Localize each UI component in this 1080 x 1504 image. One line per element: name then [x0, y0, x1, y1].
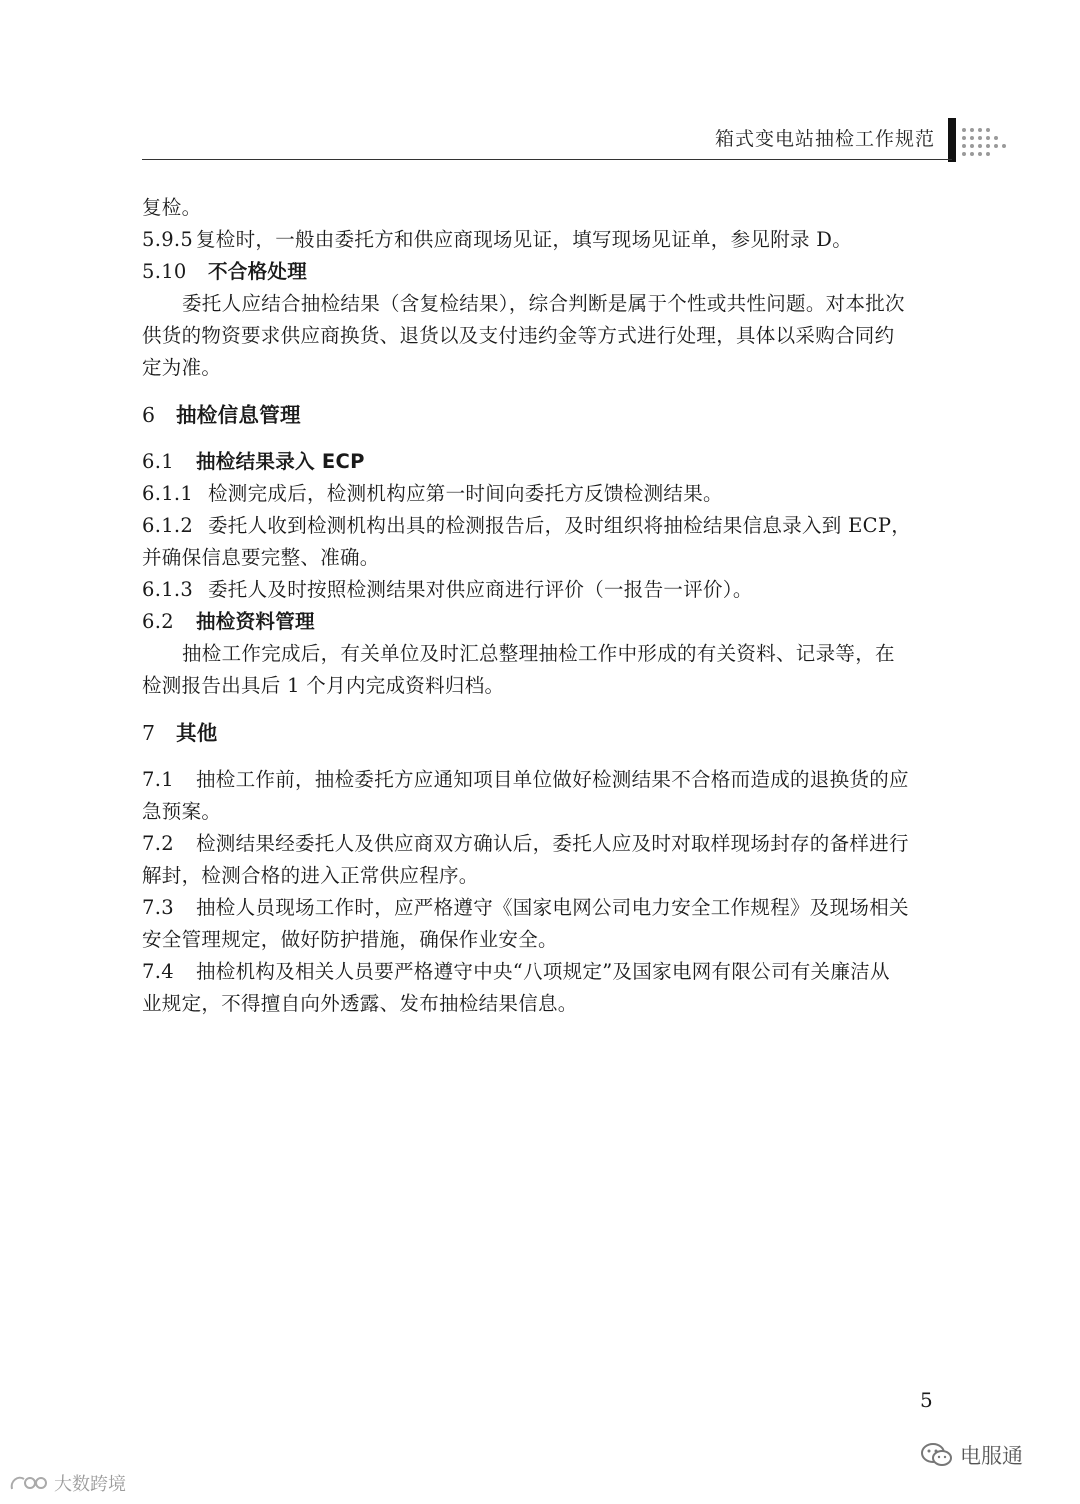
page-body [142, 192, 952, 1020]
header-dots-decoration [960, 124, 1010, 164]
clause-7-4: 7.4 抽检机构及相关人员要严格遵守中央“八项规定”及国家电网有限公司有关廉洁从 [142, 956, 952, 988]
clause-number: 6.1.2 [142, 514, 194, 537]
watermark-right-text: 电服通 [960, 1444, 1023, 1468]
paragraph-line: 急预案。 [142, 800, 222, 823]
section-6-1-heading: 6.1 抽检结果录入 ECP [142, 446, 952, 478]
section-number: 6.2 [142, 610, 174, 633]
section-number: 5.10 [142, 260, 187, 283]
paragraph-line: 并确保信息要完整、准确。 [142, 546, 380, 569]
brand-logo-icon [8, 1471, 48, 1495]
page-number: 5 [920, 1388, 933, 1412]
paragraph-line: 抽检工作完成后，有关单位及时汇总整理抽检工作中形成的有关资料、记录等，在 [182, 642, 895, 665]
section-6-2-heading: 6.2 抽检资料管理 [142, 606, 952, 638]
chapter-number: 6 [142, 403, 156, 427]
clause-number: 7.1 [142, 768, 174, 791]
clause-5-9-5: 5.9.5 复检时，一般由委托方和供应商现场见证，填写现场见证单，参见附录 D。 [142, 224, 952, 256]
clause-number: 6.1.1 [142, 482, 194, 505]
watermark-left [8, 1470, 126, 1496]
header-rule [142, 159, 952, 160]
paragraph-line: 复检。 [142, 196, 202, 219]
clause-number: 7.3 [142, 896, 174, 919]
clause-number: 6.1.3 [142, 578, 194, 601]
paragraph-line: 委托人应结合抽检结果（含复检结果），综合判断是属于个性或共性问题。对本批次 [182, 292, 905, 315]
paragraph-line: 解封，检测合格的进入正常供应程序。 [142, 864, 479, 887]
clause-7-2: 7.2 检测结果经委托人及供应商双方确认后，委托人应及时对取样现场封存的备样进行 [142, 828, 952, 860]
clause-7-3: 7.3 抽检人员现场工作时，应严格遵守《国家电网公司电力安全工作规程》及现场相关 [142, 892, 952, 924]
chapter-7-heading: 7 其他 [142, 716, 952, 750]
chapter-6-heading: 6 抽检信息管理 [142, 398, 952, 432]
wechat-icon [920, 1442, 954, 1468]
header-marker-bar [948, 118, 956, 162]
clause-number: 7.4 [142, 960, 174, 983]
clause-6-1-3: 6.1.3 委托人及时按照检测结果对供应商进行评价（一报告一评价）。 [142, 574, 952, 606]
section-number: 6.1 [142, 450, 174, 473]
watermark-right [920, 1440, 1023, 1470]
running-header-title: 箱式变电站抽检工作规范 [714, 128, 935, 150]
clause-7-1: 7.1 抽检工作前，抽检委托方应通知项目单位做好检测结果不合格而造成的退换货的应 [142, 764, 952, 796]
paragraph-line: 业规定，不得擅自向外透露、发布抽检结果信息。 [142, 992, 578, 1015]
paragraph-line: 定为准。 [142, 356, 222, 379]
clause-number: 7.2 [142, 832, 174, 855]
clause-6-1-1: 6.1.1 检测完成后，检测机构应第一时间向委托方反馈检测结果。 [142, 478, 952, 510]
paragraph-line: 检测报告出具后 1 个月内完成资料归档。 [142, 674, 505, 697]
clause-6-1-2: 6.1.2 委托人收到检测机构出具的检测报告后，及时组织将抽检结果信息录入到 ECP， [142, 510, 952, 542]
section-5-10-heading: 5.10 不合格处理 [142, 256, 952, 288]
paragraph-line: 安全管理规定，做好防护措施，确保作业安全。 [142, 928, 558, 951]
paragraph-line: 供货的物资要求供应商换货、退货以及支付违约金等方式进行处理，具体以采购合同约 [142, 324, 895, 347]
clause-number: 5.9.5 [142, 228, 194, 251]
chapter-number: 7 [142, 721, 156, 745]
watermark-left-text: 大数跨境 [54, 1474, 126, 1495]
